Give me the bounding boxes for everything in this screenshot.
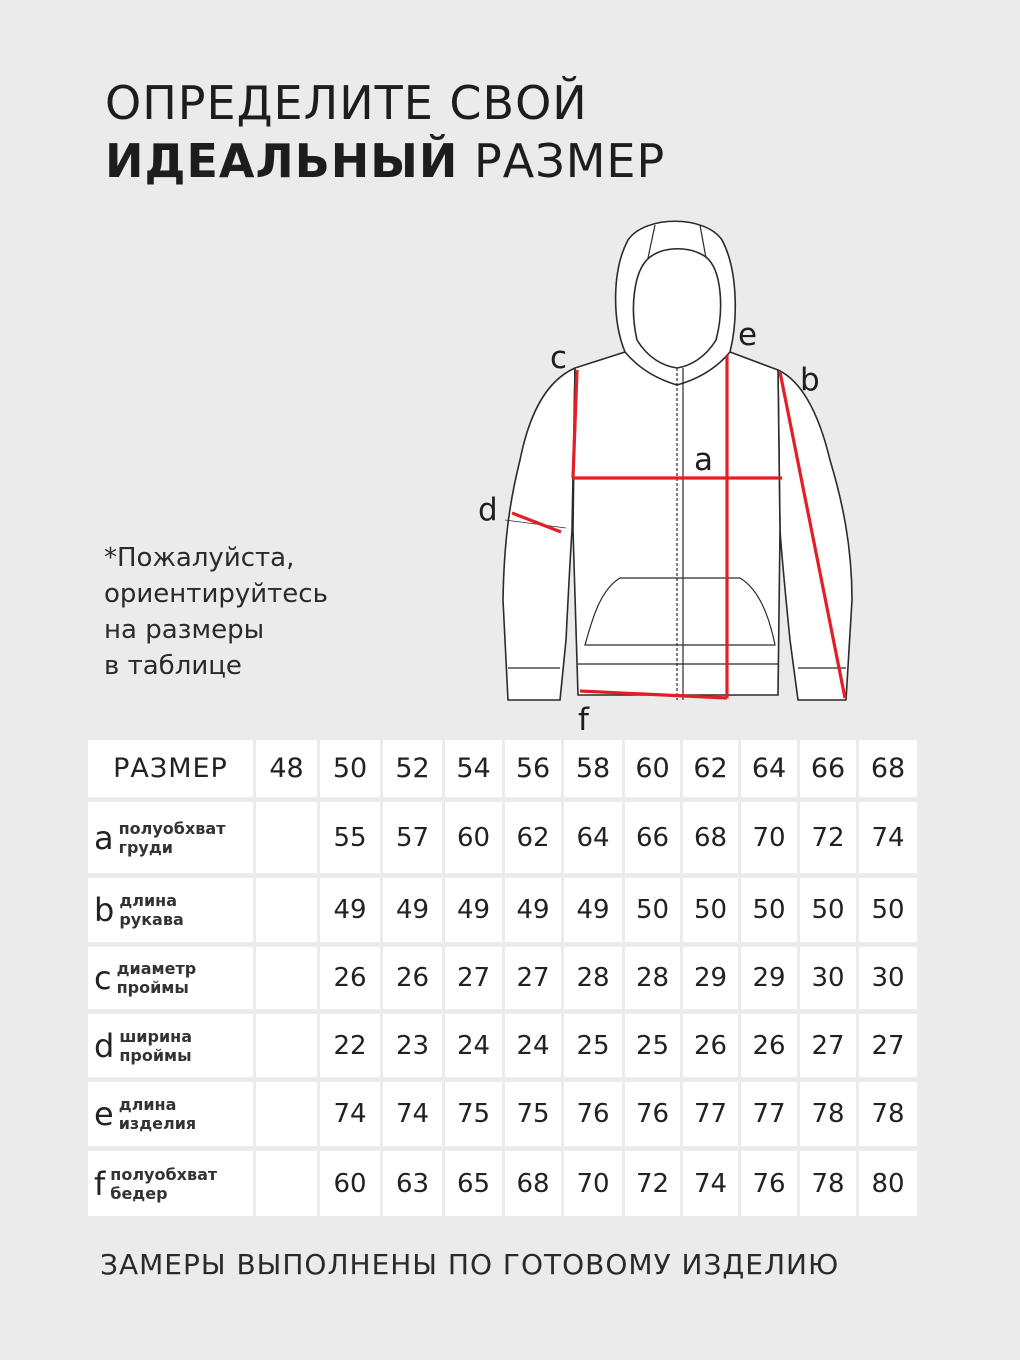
measure-label-d: d [478,492,498,528]
table-cell: 57 [383,802,442,873]
table-cell: 49 [320,878,380,942]
table-cell: 27 [445,947,502,1009]
table-cell: 70 [564,1151,622,1216]
title-bold-word: ИДЕАЛЬНЫЙ [105,134,459,188]
table-cell: 72 [625,1151,680,1216]
row-label-a [88,802,253,873]
table-cell: 78 [859,1082,917,1146]
table-cell: 66 [625,802,680,873]
table-cell: 49 [564,878,622,942]
row-description-line: проймы [116,978,189,997]
footer-note: ЗАМЕРЫ ВЫПОЛНЕНЫ ПО ГОТОВОМУ ИЗДЕЛИЮ [100,1248,840,1281]
table-cell: 77 [683,1082,738,1146]
table-cell: 49 [383,878,442,942]
table-cell: 50 [683,878,738,942]
size-header-cell: 52 [383,740,442,797]
table-cell: 26 [683,1014,738,1077]
note-line: ориентируйтесь [104,579,328,609]
row-letter: f [94,1164,106,1203]
row-description [119,1027,192,1065]
table-cell: 76 [625,1082,680,1146]
table-cell: 76 [741,1151,797,1216]
table-cell: 64 [564,802,622,873]
row-letter: b [94,891,115,929]
table-cell: 29 [741,947,797,1009]
row-description-line: длина [118,1095,177,1114]
table-cell: 62 [505,802,561,873]
size-header-cell: 66 [800,740,856,797]
table-cell: 80 [859,1151,917,1216]
table-cell: 25 [625,1014,680,1077]
table-cell: 27 [800,1014,856,1077]
table-cell: 50 [741,878,797,942]
row-description [119,891,183,929]
note-line: *Пожалуйста, [104,543,295,573]
row-description-line: груди [118,837,173,857]
row-description-line: ширина [119,1026,193,1046]
measure-label-f: f [578,702,589,730]
size-header-cell: 68 [859,740,917,797]
table-cell: 49 [505,878,561,942]
page-title [105,74,665,190]
table-cell: 30 [800,947,856,1009]
table-cell: 28 [625,947,680,1009]
note-line: в таблице [104,651,242,681]
table-cell: 49 [445,878,502,942]
title-line-1: ОПРЕДЕЛИТЕ СВОЙ [105,76,588,130]
table-cell: 50 [625,878,680,942]
table-cell: 78 [800,1082,856,1146]
row-description-line: изделия [118,1114,197,1133]
row-description [119,1095,196,1133]
table-cell: 75 [445,1082,502,1146]
size-header-cell: 64 [741,740,797,797]
measure-label-c: c [550,340,568,376]
table-cell: 74 [859,802,917,873]
size-header-cell: 62 [683,740,738,797]
title-line-2 [105,132,665,190]
table-cell: 74 [320,1082,380,1146]
table-cell: 74 [383,1082,442,1146]
table-cell: 70 [741,802,797,873]
measure-label-a: a [694,442,713,478]
table-cell: 77 [741,1082,797,1146]
row-description [117,959,197,997]
table-cell: 76 [564,1082,622,1146]
table-cell: 22 [320,1014,380,1077]
table-cell: 75 [505,1082,561,1146]
row-description-line: рукава [119,910,184,929]
row-label-b [88,878,253,942]
table-cell: 68 [683,802,738,873]
size-header-cell: 54 [445,740,502,797]
row-label-d [88,1014,253,1077]
table-cell: 78 [800,1151,856,1216]
table-cell: 50 [859,878,917,942]
table-cell [256,1082,317,1146]
table-cell: 30 [859,947,917,1009]
table-cell [256,1151,317,1216]
row-description-line: полуобхват [118,818,226,838]
row-label-f [88,1151,253,1216]
table-cell: 25 [564,1014,622,1077]
size-table [88,740,917,1216]
row-description [110,1165,217,1203]
row-description-line: проймы [119,1045,192,1065]
row-description-line: длина [119,891,178,910]
table-cell: 23 [383,1014,442,1077]
measure-label-e: e [738,317,758,353]
row-label-c [88,947,253,1009]
table-cell: 26 [383,947,442,1009]
size-header-cell: 48 [256,740,317,797]
note-line: на размеры [104,615,265,645]
table-cell: 55 [320,802,380,873]
row-description-line: бедер [110,1183,168,1203]
table-cell: 26 [320,947,380,1009]
table-cell: 60 [320,1151,380,1216]
table-cell: 65 [445,1151,502,1216]
size-header-cell: 56 [505,740,561,797]
table-cell: 27 [505,947,561,1009]
table-cell [256,878,317,942]
table-cell: 68 [505,1151,561,1216]
row-letter: c [94,959,112,997]
table-cell [256,802,317,873]
row-letter: e [94,1095,114,1133]
table-cell: 60 [445,802,502,873]
table-cell: 63 [383,1151,442,1216]
size-header-cell: 50 [320,740,380,797]
table-cell: 26 [741,1014,797,1077]
row-description-line: полуобхват [110,1164,218,1184]
size-header-label: РАЗМЕР [88,740,253,797]
table-cell: 29 [683,947,738,1009]
table-cell: 28 [564,947,622,1009]
row-label-e [88,1082,253,1146]
hoodie-measurement-diagram [470,210,890,730]
table-cell: 50 [800,878,856,942]
row-letter: a [94,818,114,857]
table-cell: 24 [445,1014,502,1077]
table-cell: 24 [505,1014,561,1077]
size-note [104,540,328,684]
table-cell [256,947,317,1009]
table-cell: 27 [859,1014,917,1077]
size-header-cell: 58 [564,740,622,797]
row-letter: d [94,1026,115,1065]
row-description [119,819,226,857]
title-rest-word: РАЗМЕР [474,134,666,188]
table-cell: 74 [683,1151,738,1216]
size-header-cell: 60 [625,740,680,797]
table-cell: 72 [800,802,856,873]
row-description-line: диаметр [116,959,197,978]
measure-label-b: b [800,362,820,398]
table-cell [256,1014,317,1077]
